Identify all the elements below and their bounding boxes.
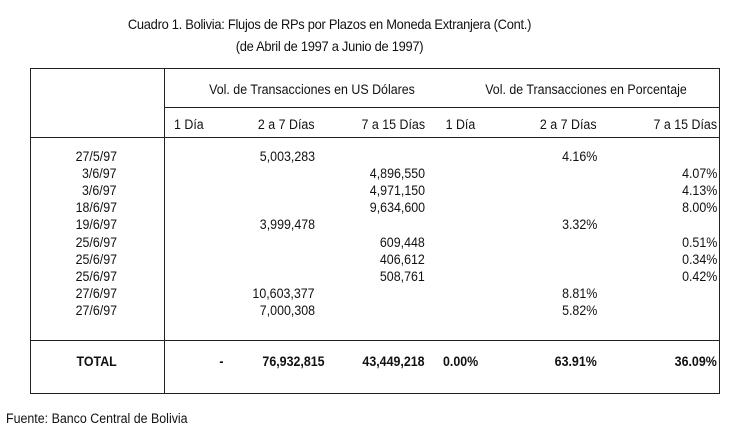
- row-date: 25/6/97: [75, 234, 117, 250]
- source-note: Fuente: Banco Central de Bolivia: [6, 411, 188, 426]
- table-cell: 4,971,150: [369, 183, 425, 199]
- table-cell: 0.51%: [681, 234, 717, 250]
- table-cell: 4,896,550: [369, 166, 425, 182]
- table-cell: 3.32%: [561, 217, 597, 233]
- table-cell: 0.42%: [681, 268, 717, 284]
- data-table: [30, 68, 720, 394]
- row-date: 27/5/97: [75, 149, 117, 164]
- total-cell: -: [218, 354, 223, 369]
- table-cell: 5,003,283: [259, 149, 315, 164]
- table-cell: 4.16%: [561, 149, 597, 164]
- row-date: 3/6/97: [82, 166, 117, 182]
- column-header: 2 a 7 Días: [258, 117, 315, 132]
- row-date: 18/6/97: [75, 200, 117, 216]
- table-cell: 609,448: [380, 234, 425, 250]
- row-date: 19/6/97: [75, 217, 117, 233]
- table-cell: 10,603,377: [252, 285, 315, 301]
- row-date: 27/6/97: [75, 302, 117, 318]
- column-header: 1 Día: [174, 117, 204, 132]
- total-cell: 63.91%: [554, 354, 597, 369]
- table-subtitle: (de Abril de 1997 a Junio de 1997): [235, 38, 424, 54]
- total-label: TOTAL: [76, 354, 117, 369]
- total-divider: [31, 340, 719, 341]
- column-header: 7 a 15 Días: [361, 117, 425, 132]
- header-divider: [164, 107, 719, 108]
- total-cell: 36.09%: [674, 354, 717, 369]
- table-cell: 8.81%: [561, 285, 597, 301]
- table-cell: 4.07%: [681, 166, 717, 182]
- row-date: 25/6/97: [75, 251, 117, 267]
- row-date: 25/6/97: [75, 268, 117, 284]
- column-header: 1 Día: [445, 117, 475, 132]
- column-header: 2 a 7 Días: [540, 117, 597, 132]
- table-cell: 0.34%: [681, 251, 717, 267]
- table-title: Cuadro 1. Bolivia: Flujos de RPs por Plazos en Moneda Extranjera (Cont.): [127, 16, 532, 32]
- total-cell: 76,932,815: [262, 354, 325, 369]
- table-cell: 7,000,308: [259, 302, 315, 318]
- table-cell: 4.13%: [681, 183, 717, 199]
- row-date: 27/6/97: [75, 285, 117, 301]
- column-divider: [164, 69, 165, 393]
- column-header: 7 a 15 Días: [653, 117, 717, 132]
- header-bottom-border: [31, 137, 719, 138]
- table-cell: 9,634,600: [369, 200, 425, 216]
- group-header-usd: Vol. de Transacciones en US Dólares: [209, 82, 415, 97]
- group-header-pct: Vol. de Transacciones en Porcentaje: [485, 82, 687, 97]
- table-cell: 8.00%: [681, 200, 717, 216]
- table-cell: 406,612: [380, 251, 425, 267]
- total-cell: 43,449,218: [362, 354, 425, 369]
- table-cell: 508,761: [380, 268, 425, 284]
- table-cell: 5.82%: [561, 302, 597, 318]
- total-cell: 0.00%: [443, 354, 479, 369]
- row-date: 3/6/97: [82, 183, 117, 199]
- table-cell: 3,999,478: [259, 217, 315, 233]
